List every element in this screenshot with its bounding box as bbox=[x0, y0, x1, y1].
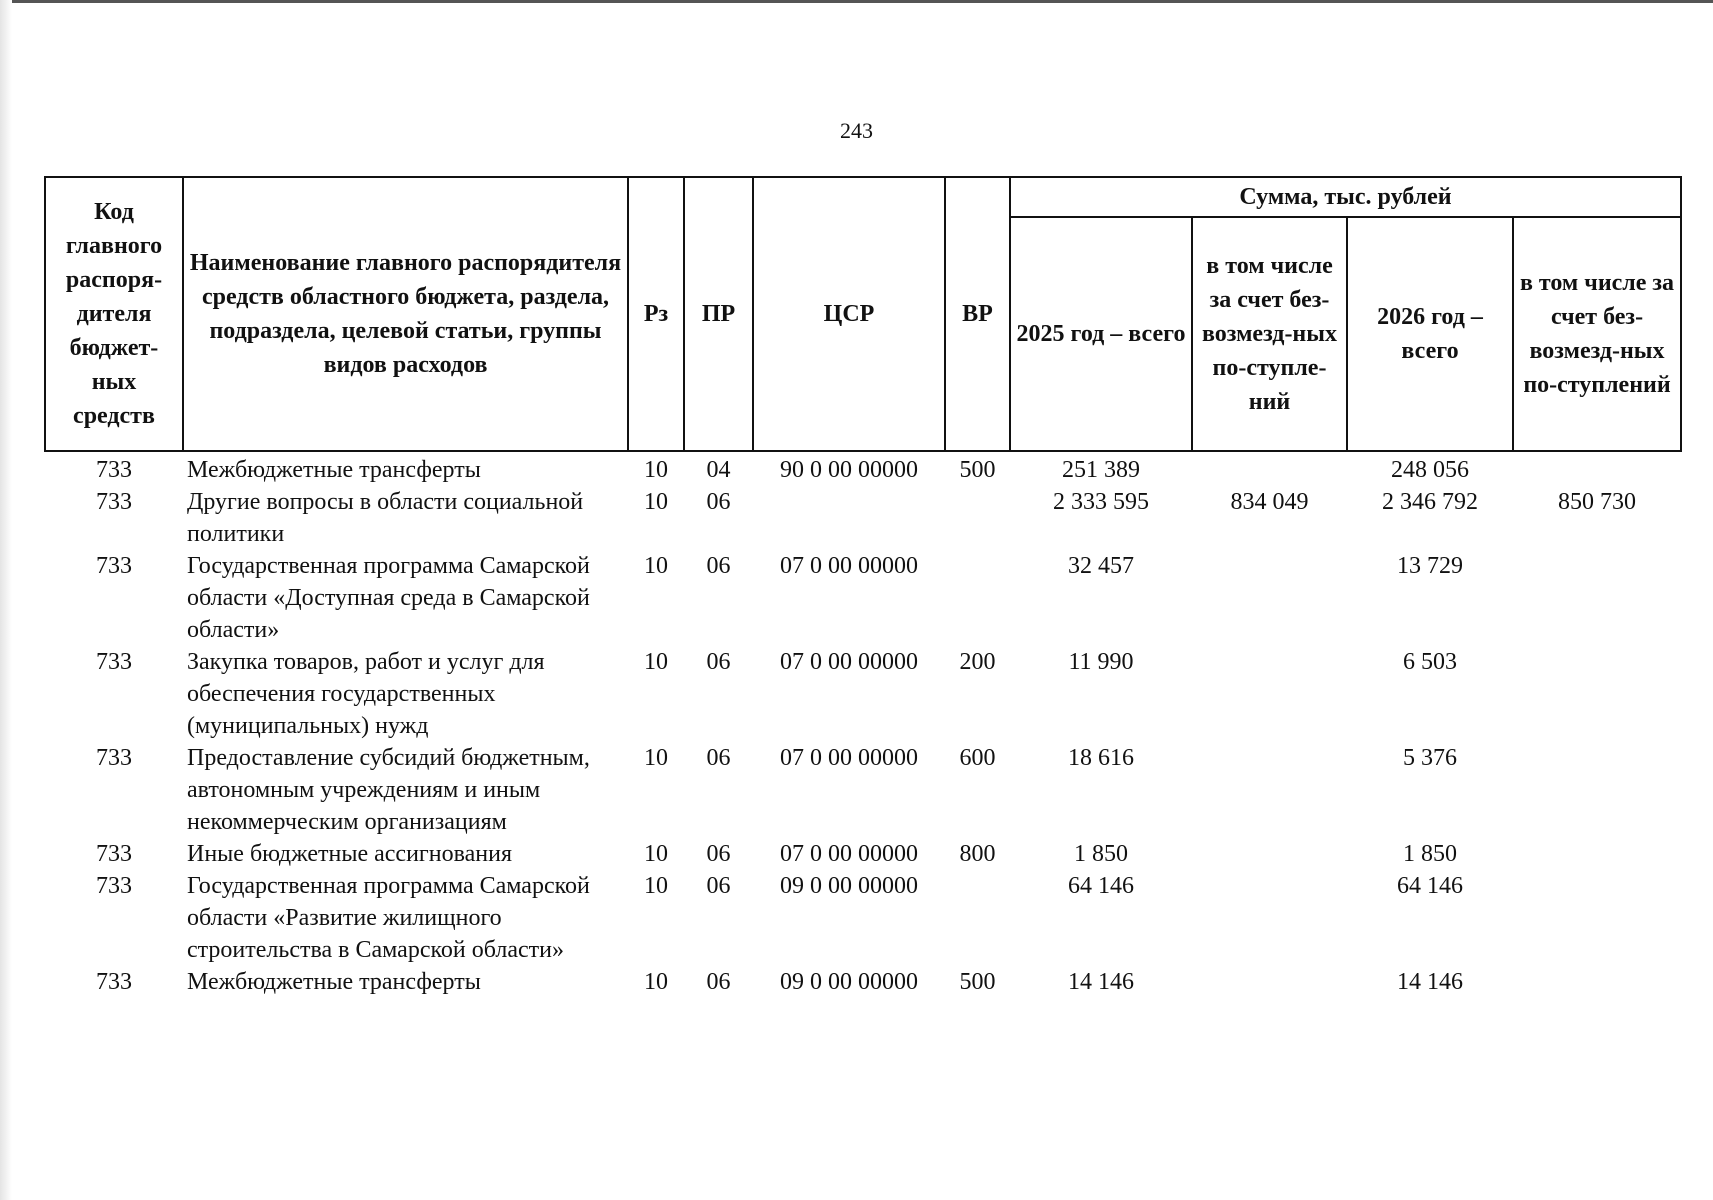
cell-csr: 90 0 00 00000 bbox=[780, 457, 918, 483]
cell-2025-free bbox=[1192, 451, 1347, 486]
cell-2026-total: 5 376 bbox=[1403, 745, 1457, 771]
table-body bbox=[45, 451, 1681, 998]
cell-2025-free bbox=[1192, 838, 1347, 870]
cell-2025-total: 2 333 595 bbox=[1053, 489, 1149, 515]
cell-2026-total: 13 729 bbox=[1397, 553, 1463, 579]
cell-vr: 500 bbox=[959, 457, 996, 483]
header-2025-free: в том числе за счет без-возмезд-ных по-ступле-ний bbox=[1192, 217, 1347, 451]
cell-csr: 07 0 00 00000 bbox=[780, 553, 918, 579]
cell-2025-total: 1 850 bbox=[1074, 841, 1128, 867]
cell-2025-total: 32 457 bbox=[1068, 553, 1134, 579]
cell-pr: 06 bbox=[706, 969, 731, 995]
cell-code: 733 bbox=[96, 489, 132, 515]
cell-code: 733 bbox=[96, 841, 132, 867]
cell-name: Другие вопросы в области социальной политики bbox=[187, 489, 584, 547]
cell-2025-free bbox=[1192, 870, 1347, 966]
cell-vr: 800 bbox=[959, 841, 996, 867]
cell-pr: 06 bbox=[706, 841, 731, 867]
cell-2026-total: 6 503 bbox=[1403, 649, 1457, 675]
table-row bbox=[45, 966, 1681, 998]
table-row bbox=[45, 870, 1681, 966]
header-sum-group: Сумма, тыс. рублей bbox=[1010, 177, 1681, 217]
cell-2025-total: 251 389 bbox=[1062, 457, 1140, 483]
table-row bbox=[45, 451, 1681, 486]
table-row bbox=[45, 838, 1681, 870]
cell-name: Межбюджетные трансферты bbox=[187, 457, 481, 483]
cell-code: 733 bbox=[96, 553, 132, 579]
cell-csr: 07 0 00 00000 bbox=[780, 649, 918, 675]
cell-2026-free: 850 730 bbox=[1558, 489, 1636, 515]
cell-2025-total: 18 616 bbox=[1068, 745, 1134, 771]
cell-pr: 04 bbox=[706, 457, 731, 483]
header-vr: ВР bbox=[945, 177, 1010, 451]
cell-rz: 10 bbox=[644, 745, 668, 771]
scan-edge-left bbox=[0, 0, 12, 1200]
cell-rz: 10 bbox=[644, 969, 668, 995]
cell-2025-free: 834 049 bbox=[1230, 489, 1309, 515]
cell-2026-free bbox=[1513, 966, 1681, 998]
cell-csr: 07 0 00 00000 bbox=[780, 745, 918, 771]
cell-csr bbox=[753, 486, 945, 550]
cell-rz: 10 bbox=[644, 841, 668, 867]
cell-code: 733 bbox=[96, 969, 132, 995]
scan-edge-top bbox=[0, 0, 1713, 3]
cell-name: Межбюджетные трансферты bbox=[187, 969, 481, 995]
header-rz: Рз bbox=[628, 177, 684, 451]
cell-name: Закупка товаров, работ и услуг для обеспечения государственных (муниципальных) нужд bbox=[187, 649, 545, 739]
cell-2025-free bbox=[1192, 646, 1347, 742]
cell-rz: 10 bbox=[644, 489, 668, 515]
header-name: Наименование главного распорядителя средств областного бюджета, раздела, подраздела, целевой статьи, группы видов расходов bbox=[183, 177, 628, 451]
header-2025-total: 2025 год – всего bbox=[1010, 217, 1192, 451]
cell-2025-free bbox=[1192, 742, 1347, 838]
cell-2026-total: 64 146 bbox=[1397, 873, 1463, 899]
header-code: Код главного распоря-дителя бюджет-ных средств bbox=[45, 177, 183, 451]
cell-rz: 10 bbox=[644, 457, 668, 483]
cell-code: 733 bbox=[96, 873, 132, 899]
cell-name: Иные бюджетные ассигнования bbox=[187, 841, 512, 867]
cell-2025-total: 11 990 bbox=[1068, 649, 1134, 675]
cell-vr bbox=[945, 870, 1010, 966]
cell-2026-free bbox=[1513, 451, 1681, 486]
cell-code: 733 bbox=[96, 745, 132, 771]
cell-2026-total: 2 346 792 bbox=[1382, 489, 1478, 515]
cell-code: 733 bbox=[96, 457, 132, 483]
cell-2025-total: 14 146 bbox=[1068, 969, 1134, 995]
cell-vr bbox=[945, 550, 1010, 646]
cell-name: Государственная программа Самарской области «Доступная среда в Самарской области» bbox=[187, 553, 590, 643]
cell-pr: 06 bbox=[706, 649, 731, 675]
cell-2026-free bbox=[1513, 742, 1681, 838]
cell-2026-free bbox=[1513, 838, 1681, 870]
cell-2026-total: 14 146 bbox=[1397, 969, 1463, 995]
cell-name: Государственная программа Самарской области «Развитие жилищного строительства в Самарской области» bbox=[187, 873, 590, 963]
cell-pr: 06 bbox=[706, 553, 731, 579]
table-header bbox=[45, 177, 1681, 451]
cell-name: Предоставление субсидий бюджетным, автономным учреждениям и иным некоммерческим организациям bbox=[187, 745, 590, 835]
cell-2026-total: 248 056 bbox=[1391, 457, 1469, 483]
cell-2025-total: 64 146 bbox=[1068, 873, 1134, 899]
header-2026-free: в том числе за счет без-возмезд-ных по-ступлений bbox=[1513, 217, 1681, 451]
header-2026-total: 2026 год – всего bbox=[1347, 217, 1513, 451]
table-row bbox=[45, 550, 1681, 646]
cell-csr: 09 0 00 00000 bbox=[780, 873, 918, 899]
cell-2026-free bbox=[1513, 646, 1681, 742]
cell-2026-free bbox=[1513, 870, 1681, 966]
cell-csr: 07 0 00 00000 bbox=[780, 841, 918, 867]
cell-2026-total: 1 850 bbox=[1403, 841, 1457, 867]
cell-pr: 06 bbox=[706, 489, 731, 515]
cell-2025-free bbox=[1192, 550, 1347, 646]
cell-rz: 10 bbox=[644, 553, 668, 579]
cell-vr: 500 bbox=[959, 969, 996, 995]
cell-vr bbox=[945, 486, 1010, 550]
budget-table bbox=[44, 176, 1682, 998]
header-pr: ПР bbox=[684, 177, 753, 451]
cell-pr: 06 bbox=[706, 745, 731, 771]
cell-2026-free bbox=[1513, 550, 1681, 646]
table-row bbox=[45, 646, 1681, 742]
cell-rz: 10 bbox=[644, 649, 668, 675]
page-number: 243 bbox=[840, 118, 873, 143]
cell-rz: 10 bbox=[644, 873, 668, 899]
cell-pr: 06 bbox=[706, 873, 731, 899]
cell-2025-free bbox=[1192, 966, 1347, 998]
cell-vr: 600 bbox=[959, 745, 996, 771]
header-csr: ЦСР bbox=[753, 177, 945, 451]
table-row bbox=[45, 742, 1681, 838]
cell-csr: 09 0 00 00000 bbox=[780, 969, 918, 995]
table-row bbox=[45, 486, 1681, 550]
cell-code: 733 bbox=[96, 649, 132, 675]
cell-vr: 200 bbox=[959, 649, 996, 675]
